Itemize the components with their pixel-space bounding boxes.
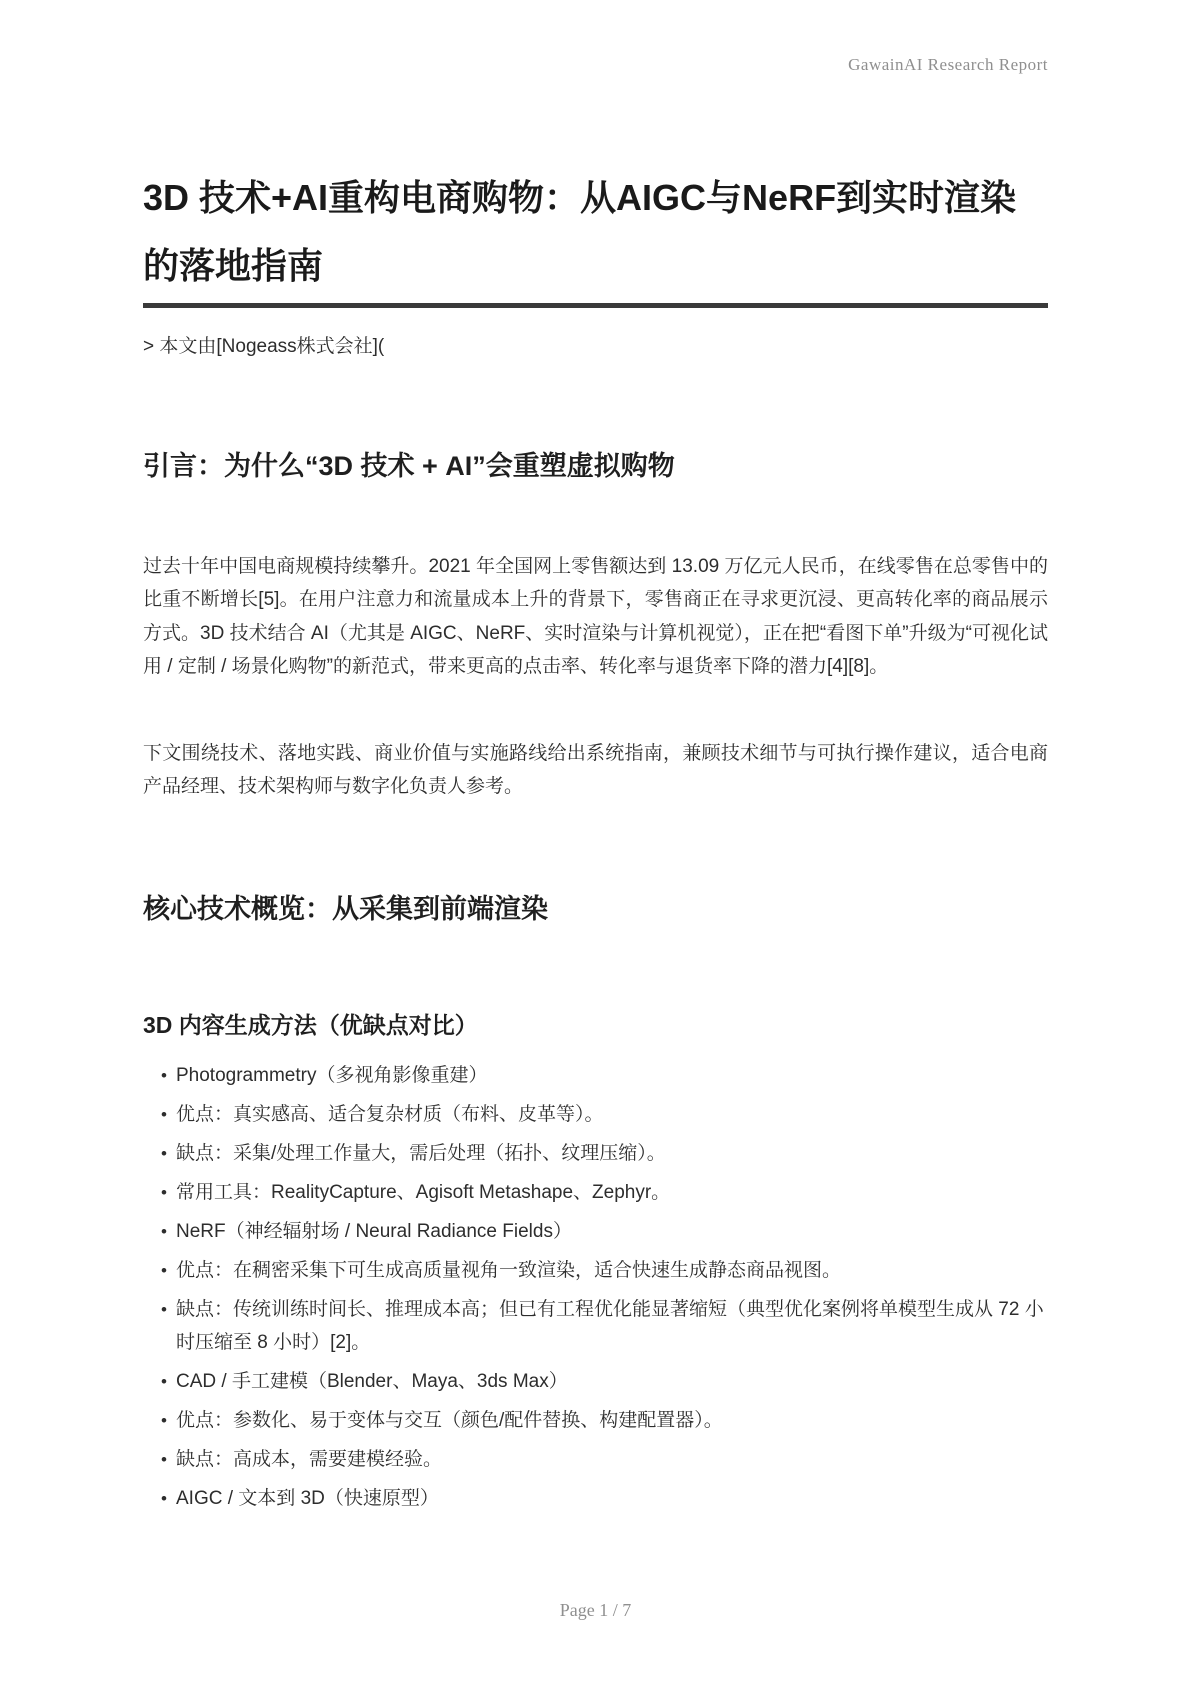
list-item — [161, 1482, 1048, 1515]
section-heading-tech-overview: 核心技术概览：从采集到前端渲染 — [143, 894, 548, 925]
page-title: 3D 技术+AI重构电商购物：从AIGC与NeRF到实时渲染的落地指南 — [143, 177, 1017, 286]
list-item-text: 常用工具：RealityCapture、Agisoft Metashape、Zephyr。 — [176, 1182, 671, 1204]
bullet-icon: • — [161, 1222, 167, 1242]
page-number-label: Page 1 / 7 — [559, 1600, 632, 1620]
list-item-text: NeRF（神经辐射场 / Neural Radiance Fields） — [176, 1221, 572, 1243]
subsection-heading-methods: 3D 内容生成方法（优缺点对比） — [143, 1012, 478, 1039]
list-item-text: Photogrammetry（多视角影像重建） — [176, 1065, 488, 1087]
bullet-icon: • — [161, 1411, 167, 1431]
list-item-text: 缺点：传统训练时间长、推理成本高；但已有工程优化能显著缩短（典型优化案例将单模型生成从 72 小时压缩至 8 小时）[2]。 — [176, 1299, 1044, 1354]
section-heading-intro: 引言：为什么“3D 技术 + AI”会重塑虚拟购物 — [143, 451, 675, 481]
list-item-text: 缺点：采集/处理工作量大，需后处理（拓扑、纹理压缩）。 — [176, 1143, 666, 1165]
report-header-label: GawainAI Research Report — [848, 55, 1048, 74]
bullet-icon: • — [161, 1105, 167, 1125]
list-item — [161, 1059, 1048, 1092]
list-item — [161, 1254, 1048, 1287]
title-divider — [143, 303, 1048, 308]
list-item-text: 缺点：高成本，需要建模经验。 — [176, 1449, 443, 1471]
methods-list — [143, 1059, 1048, 1515]
bullet-icon: • — [161, 1066, 167, 1086]
bullet-icon: • — [161, 1144, 167, 1164]
list-item — [161, 1137, 1048, 1170]
list-item-text: 优点：真实感高、适合复杂材质（布料、皮革等）。 — [176, 1104, 604, 1126]
bullet-icon: • — [161, 1450, 167, 1470]
list-item — [161, 1443, 1048, 1476]
list-item-text: CAD / 手工建模（Blender、Maya、3ds Max） — [176, 1371, 568, 1393]
list-item-text: 优点：参数化、易于变体与交互（颜色/配件替换、构建配置器）。 — [176, 1410, 723, 1432]
list-item — [161, 1098, 1048, 1131]
list-item — [161, 1176, 1048, 1209]
bullet-icon: • — [161, 1489, 167, 1509]
bullet-icon: • — [161, 1300, 167, 1320]
list-item — [161, 1215, 1048, 1248]
bullet-icon: • — [161, 1261, 167, 1281]
list-item — [161, 1404, 1048, 1437]
document-content — [143, 0, 1048, 1521]
bullet-icon: • — [161, 1372, 167, 1392]
byline: > 本文由[Nogeass株式会社]( — [143, 336, 385, 357]
list-item — [161, 1365, 1048, 1398]
list-item — [161, 1293, 1048, 1359]
bullet-icon: • — [161, 1183, 167, 1203]
list-item-text: 优点：在稠密采集下可生成高质量视角一致渲染，适合快速生成静态商品视图。 — [176, 1260, 842, 1282]
intro-paragraph-1: 过去十年中国电商规模持续攀升。2021 年全国网上零售额达到 13.09 万亿元人民币，在线零售在总零售中的比重不断增长[5]。在用户注意力和流量成本上升的背景下，零售商正在寻求更沉浸、更高转化率的商品展示方式。3D 技术结合 AI（尤其是 AIGC、NeRF、实时渲染与计算机视觉），正在把“看图下单”升级为“可视化试用 / 定制 / 场景化购物”的新范式，带来更高的点击率、转化率与退货率下降的潜力[4][8]。 — [143, 556, 1048, 678]
list-item-text: AIGC / 文本到 3D（快速原型） — [176, 1488, 439, 1510]
intro-paragraph-2: 下文围绕技术、落地实践、商业价值与实施路线给出系统指南，兼顾技术细节与可执行操作建议，适合电商产品经理、技术架构师与数字化负责人参考。 — [143, 742, 1048, 798]
